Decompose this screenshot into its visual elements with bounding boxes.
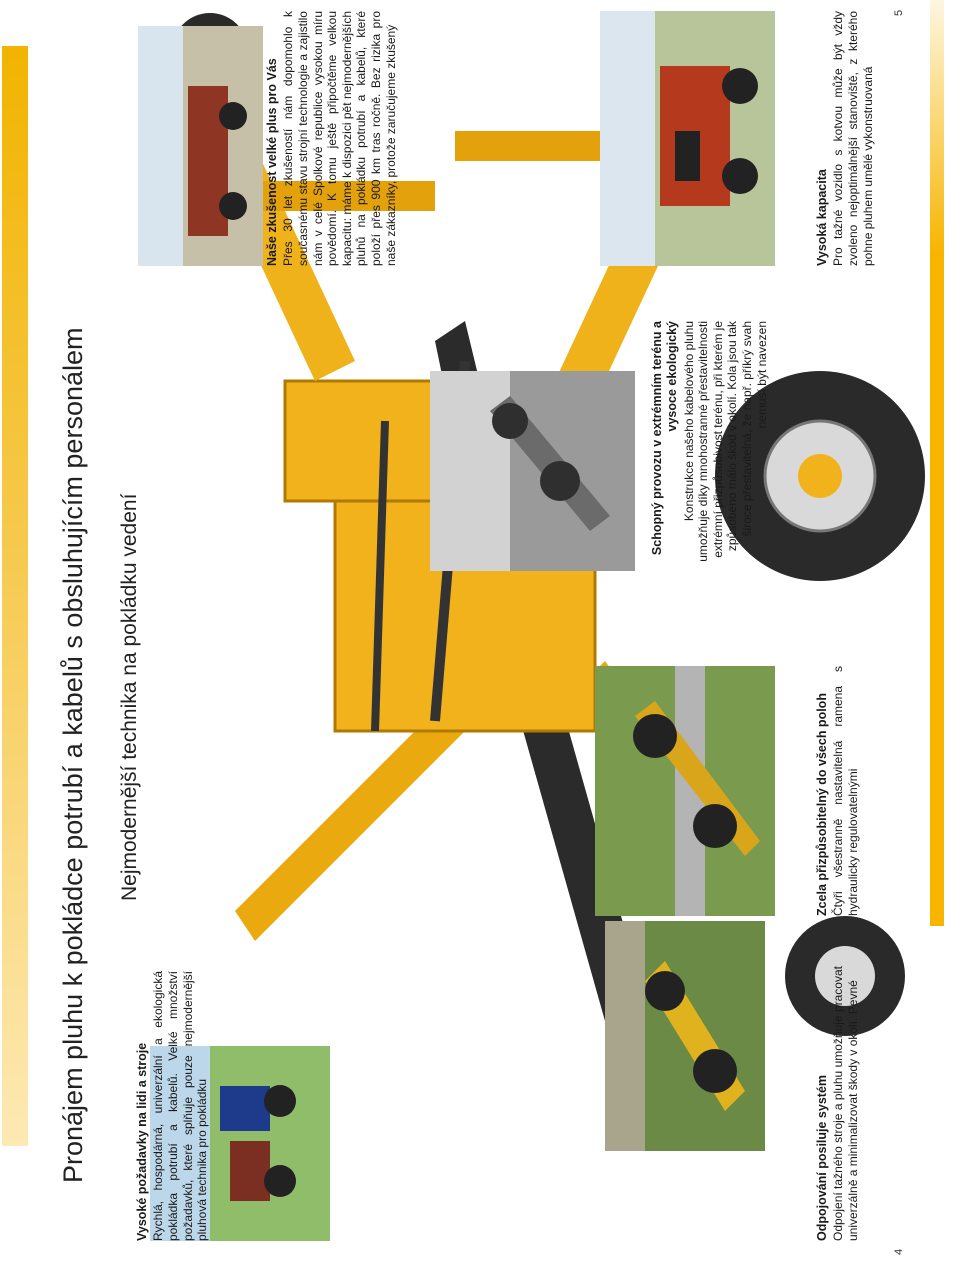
page-number-right: 5 <box>893 9 905 16</box>
photo-plough-forest-bw <box>430 371 635 571</box>
section-body: Konstrukce našeho kabelového pluhu umožňuje díky mnohostranné přestavitelnosti extrémní přizpůsobivost terénu, při kterém je způsobeno málo škod v okolí. Kola jsou tak široce přestavitelná, že např. příkrý svah nemusí být navezen <box>681 321 769 562</box>
page-subtitle: Nejmodernější technika na pokládku vedení <box>118 493 141 901</box>
section-decoupling <box>815 966 861 1241</box>
section-heading: Vysoká kapacita <box>815 169 829 266</box>
section-body: Odpojení tažného stroje a pluhu umožňuje pracovat univerzálně a minimalizovat škody v okolí. Pevné <box>831 966 860 1241</box>
page-number-left: 4 <box>893 1248 905 1255</box>
section-body: Čtyři všestranně nastavitelná ramena s hydraulicky regulovatelnými <box>831 666 860 916</box>
section-experience <box>265 11 398 266</box>
section-high-capacity <box>815 11 875 266</box>
page-title: Pronájem pluhu k pokládce potrubí a kabelů s obsluhujícím personálem <box>58 327 88 1183</box>
section-adjustable <box>815 666 861 916</box>
section-body: Pro tažné vozidlo s kotvou může být vždy zvoleno nejoptimálnější stanoviště, z kterého pohne pluhem umělé vykonstruovaná <box>831 11 875 266</box>
section-body: Rychlá, hospodárná, univerzální a ekologická pokládka potrubí a kabelů. Velké množství požadavků, které splňuje pouze nejmodernější pluhová technika pro pokládku <box>151 971 210 1241</box>
plough-forest-image <box>430 371 635 571</box>
section-heading: Vysoké požadavky na lidi a stroje <box>135 1042 149 1241</box>
red-truck-image <box>600 11 775 266</box>
section-heading: Odpojování posiluje systém <box>815 1074 829 1241</box>
photo-truck-plough <box>138 26 263 266</box>
plough-field-image <box>605 921 765 1151</box>
section-heading: Naše zkušenost velké plus pro Vás <box>265 58 279 266</box>
photo-plough-field <box>605 921 765 1151</box>
plough-roadside-image <box>595 666 775 916</box>
top-accent-band <box>2 46 28 1146</box>
bottom-accent-band <box>930 0 944 926</box>
photo-plough-roadside <box>595 666 775 916</box>
section-extreme-terrain <box>650 321 769 571</box>
photo-truck-red <box>600 11 775 266</box>
section-high-demands <box>135 971 210 1241</box>
truck-plough-image <box>138 26 263 266</box>
section-heading: Schopný provozu v extrémním terénu a vysoce ekologický <box>650 321 680 556</box>
section-body: Přes 30 let zkušeností nám dopomohlo k současnému stavu strojní technologie a zajistilo nám v celé Spolkové republice vysokou míru povědomí. K tomu ještě připočtěme velkou kapacitu: máme k dispozici pět nejmodernějších pluhů na pokládku potrubí a kabelů, které položí přes 900 km tras ročně. Bez rizika pro naše zákazníky, protože zaručujeme zkušený <box>281 11 398 266</box>
section-heading: Zcela přizpůsobitelný do všech poloh <box>815 693 829 916</box>
